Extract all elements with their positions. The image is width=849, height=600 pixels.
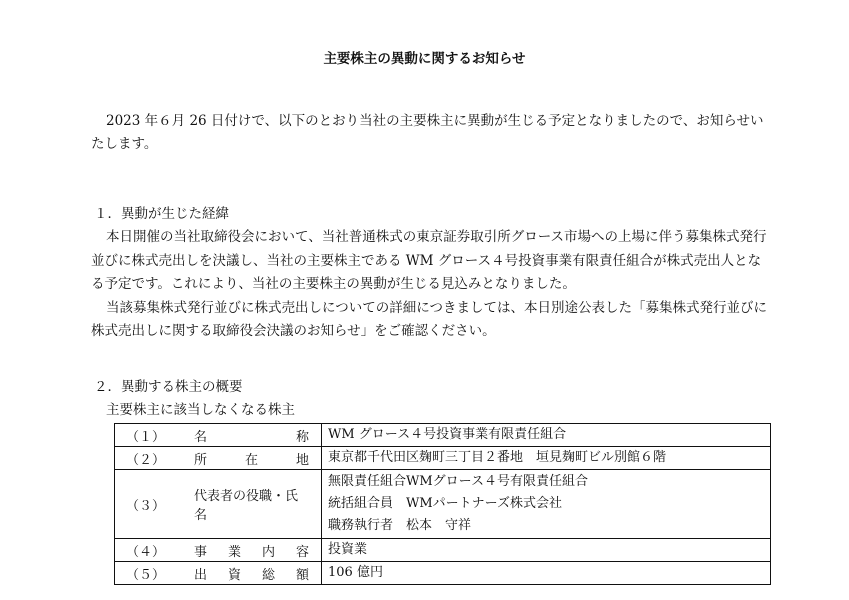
row-name-char: 代表者の役職・氏名 xyxy=(194,489,299,523)
row-value-line: 統括組合員 WMパートナーズ株式会社 xyxy=(328,496,563,511)
row-number: （１） xyxy=(126,429,166,445)
shareholder-info-table xyxy=(114,423,771,585)
row-label xyxy=(115,562,322,585)
row-name xyxy=(178,541,315,560)
table-row xyxy=(115,539,771,562)
row-number: （５） xyxy=(126,567,166,583)
row-number: （３） xyxy=(126,498,166,514)
row-name xyxy=(178,426,315,445)
section-1-paragraph: 本日開催の当社取締役会において、当社普通株式の東京証券取引所グロース市場への上場に伴う募集株式発行並びに株式売出しを決議し、当社の主要株主である WM グロース４号投資事業有限責任組合が株式売出人となる予定です。これにより、当社の主要株主の異動が生じる見込みとなりました。 xyxy=(91,229,767,292)
section-1-paragraph: 当該募集株式発行並びに株式売出しについての詳細につきましては、本日別途公表した「募集株式発行並びに株式売出しに関する取締役会決議のお知らせ」をご確認ください。 xyxy=(91,299,767,339)
row-value xyxy=(322,470,771,539)
row-name-char: 所 xyxy=(194,452,208,468)
row-label xyxy=(115,539,322,562)
section-1 xyxy=(91,203,771,344)
row-value xyxy=(322,424,771,447)
document-title: 主要株主の異動に関するお知らせ xyxy=(323,51,526,67)
row-name xyxy=(178,564,315,583)
row-name-char: 資 xyxy=(227,567,241,583)
row-name-char: 称 xyxy=(295,429,309,445)
section-1-body xyxy=(91,226,771,344)
table-row xyxy=(115,470,771,539)
table-row xyxy=(115,447,771,470)
row-value-line: 無限責任組合WMグロース４号有限責任組合 xyxy=(328,474,589,489)
section-1-heading: １．異動が生じた経緯 xyxy=(94,206,229,222)
row-label xyxy=(115,424,322,447)
row-name xyxy=(178,485,315,523)
row-name-char: 出 xyxy=(194,567,208,583)
row-value-line: 東京都千代田区麹町三丁目２番地 垣見麹町ビル別館６階 xyxy=(328,450,667,465)
row-number: （４） xyxy=(126,544,166,560)
row-name-char: 容 xyxy=(295,544,309,560)
row-value xyxy=(322,562,771,585)
row-label xyxy=(115,447,322,470)
row-name-char: 額 xyxy=(295,567,309,583)
row-number: （２） xyxy=(126,452,166,468)
section-2-subheading: 主要株主に該当しなくなる株主 xyxy=(106,402,295,418)
section-2 xyxy=(91,376,771,421)
row-name-char: 名 xyxy=(194,429,208,445)
row-name xyxy=(178,449,315,468)
section-2-heading: ２．異動する株主の概要 xyxy=(94,379,243,395)
table-row xyxy=(115,424,771,447)
row-name-char: 業 xyxy=(227,544,241,560)
table-row xyxy=(115,562,771,585)
row-value xyxy=(322,539,771,562)
row-name-char: 内 xyxy=(261,544,275,560)
row-value-line: 職務執行者 松本 守祥 xyxy=(328,518,472,533)
row-label xyxy=(115,470,322,539)
row-value-line: WM グロース４号投資事業有限責任組合 xyxy=(328,427,567,442)
row-name-char: 在 xyxy=(244,452,258,468)
row-value-line: 106 億円 xyxy=(328,565,383,580)
row-name-char: 総 xyxy=(261,567,275,583)
row-value xyxy=(322,447,771,470)
row-name-char: 地 xyxy=(295,452,309,468)
row-value-line: 投資業 xyxy=(328,542,368,557)
intro-paragraph: 2023 年６月 26 日付けで、以下のとおり当社の主要株主に異動が生じる予定となりましたので、お知らせいたします。 xyxy=(91,113,764,152)
row-name-char: 事 xyxy=(194,544,208,560)
